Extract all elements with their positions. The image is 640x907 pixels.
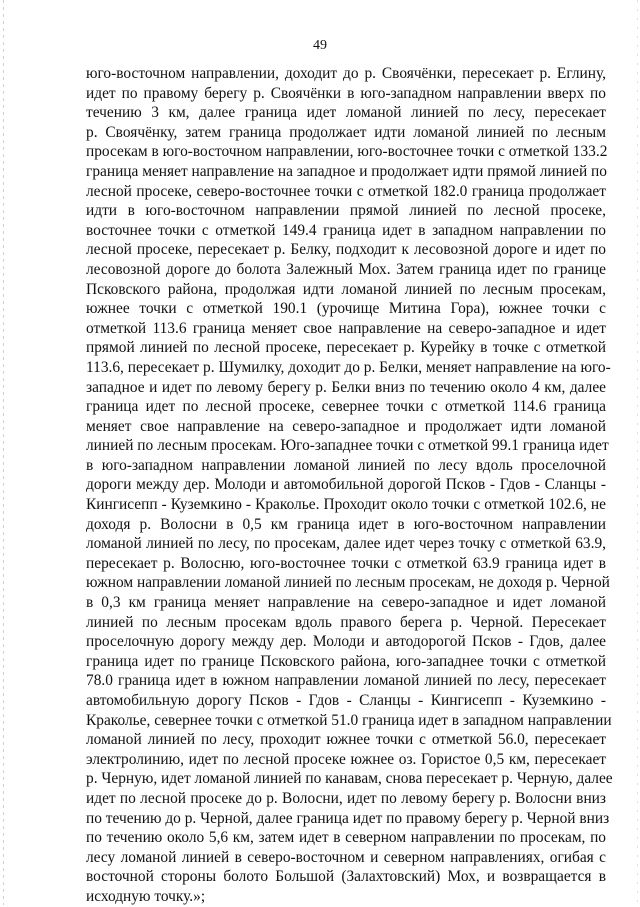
text-line: западное и идет по левому берегу р. Белки вниз по течению около 4 км, далее: [86, 378, 606, 396]
text-line: граница идет по границе Псковского района, юго-западнее точки с отметкой: [86, 652, 606, 670]
text-line: течению 3 км, далее граница идет ломаной линией по лесу, пересекает: [86, 104, 606, 122]
text-line: лесной просеке, северо-восточнее точки с отметкой 182.0 граница продолжает: [86, 182, 606, 200]
text-line: пересекает р. Волосню, юго-восточнее точки с отметкой 63.9 граница идет в: [86, 554, 606, 572]
body-text: [86, 64, 613, 907]
text-line: автомобильную дорогу Псков - Гдов - Сланцы - Кингисепп - Куземкино -: [86, 692, 606, 709]
text-line: линией по лесным просекам вдоль правого берега р. Черной. Пересекает: [86, 613, 606, 631]
text-line: р. Черную, идет ломаной линией по канавам, снова пересекает р. Черную, далее: [86, 770, 613, 788]
text-line: граница меняет направление на западное и продолжает идти прямой линией по: [86, 162, 607, 180]
text-line: южнее точки с отметкой 190.1 (урочище Митина Гора), южнее точки с: [86, 300, 606, 318]
text-line: ломаной линией по лесу, проходит южнее точки с отметкой 56.0, пересекает: [86, 731, 606, 749]
text-line: р. Своячёнку, затем граница продолжает идти ломаной линией по лесным: [86, 123, 606, 141]
text-line: по течению около 5,6 км, затем идет в северном направлении по просекам, по: [86, 829, 606, 847]
text-line: дороги между дер. Молоди и автомобильной дорогой Псков - Гдов - Сланцы -: [86, 476, 606, 494]
text-line: идет по лесной просеке до р. Волосни, идет по левому берегу р. Волосни вниз: [86, 789, 606, 807]
text-line: идти в юго-восточном направлении прямой линией по лесной просеке,: [86, 202, 606, 220]
text-line: Краколье, севернее точки с отметкой 51.0 граница идет в западном направлении: [86, 711, 612, 729]
text-line: в 0,3 км граница меняет направление на северо-западное и идет ломаной: [86, 594, 606, 612]
text-line: линией по лесным просекам. Юго-западнее точки с отметкой 99.1 граница идет: [86, 437, 609, 455]
text-line: Кингисепп - Куземкино - Краколье. Проходит около точки с отметкой 102.6, не: [86, 496, 606, 514]
text-line: ломаной линией по лесу, по просекам, далее идет через точку с отметкой 63.9,: [86, 535, 606, 553]
text-line: меняет свое направление на северо-западное и продолжает идти ломаной: [86, 417, 606, 435]
text-line: восточнее точки с отметкой 149.4 граница идет в западном направлении по: [86, 221, 606, 239]
text-line: лесной просеке, пересекает р. Белку, подходит к лесовозной дороге и идет по: [86, 241, 606, 259]
scan-edge-right: [637, 0, 638, 905]
text-line: в юго-западном направлении ломаной линией по лесу вдоль проселочной: [86, 456, 606, 474]
text-line: лесу ломаной линией в северо-восточном и северном направлениях, огибая с: [86, 848, 606, 866]
text-line: по течению до р. Черной, далее граница идет по правому берегу р. Черной вниз: [86, 809, 610, 827]
text-line: лесовозной дороге до болота Залежный Мох. Затем граница идет по границе: [86, 260, 606, 278]
text-line: отметкой 113.6 граница меняет свое направление на северо-западное и идет: [86, 319, 606, 337]
text-line: граница идет по лесной просеке, севернее точки с отметкой 114.6 граница: [86, 398, 606, 416]
scan-edge-left: [3, 0, 4, 905]
page-number: 49: [313, 38, 327, 53]
text-line: Псковского района, продолжая идти ломаной линией по лесным просекам,: [86, 280, 606, 298]
text-line: южном направлении ломаной линией по лесным просекам, не доходя р. Черной: [86, 574, 610, 592]
text-line: юго-восточном направлении, доходит до р. Своячёнки, пересекает р. Еглину,: [86, 65, 606, 82]
text-line: 113.6, пересекает р. Шумилку, доходит до р. Белки, меняет направление на юго-: [86, 358, 611, 376]
text-line: прямой линией по лесной просеке, пересекает р. Курейку в точке с отметкой: [86, 339, 606, 357]
text-line: электролинию, идет по лесной просеке южнее оз. Гористое 0,5 км, пересекает: [86, 750, 606, 768]
text-line: исходную точку.»;: [86, 887, 206, 905]
text-line: идет по правому берегу р. Своячёнки в юго-западном направлении вверх по: [86, 84, 606, 102]
text-line: восточной стороны болото Большой (Залахтовский) Мох, и возвращается в: [86, 868, 606, 886]
text-line: доходя р. Волосни в 0,5 км граница идет в юго-восточном направлении: [86, 515, 606, 533]
text-line: проселочную дорогу между дер. Молоди и автодорогой Псков - Гдов, далее: [86, 633, 606, 651]
text-line: просекам в юго-восточном направлении, юго-восточнее точки с отметкой 133.2: [86, 143, 608, 161]
text-line: 78.0 граница идет в южном направлении ломаной линией по лесу, пересекает: [86, 672, 606, 690]
